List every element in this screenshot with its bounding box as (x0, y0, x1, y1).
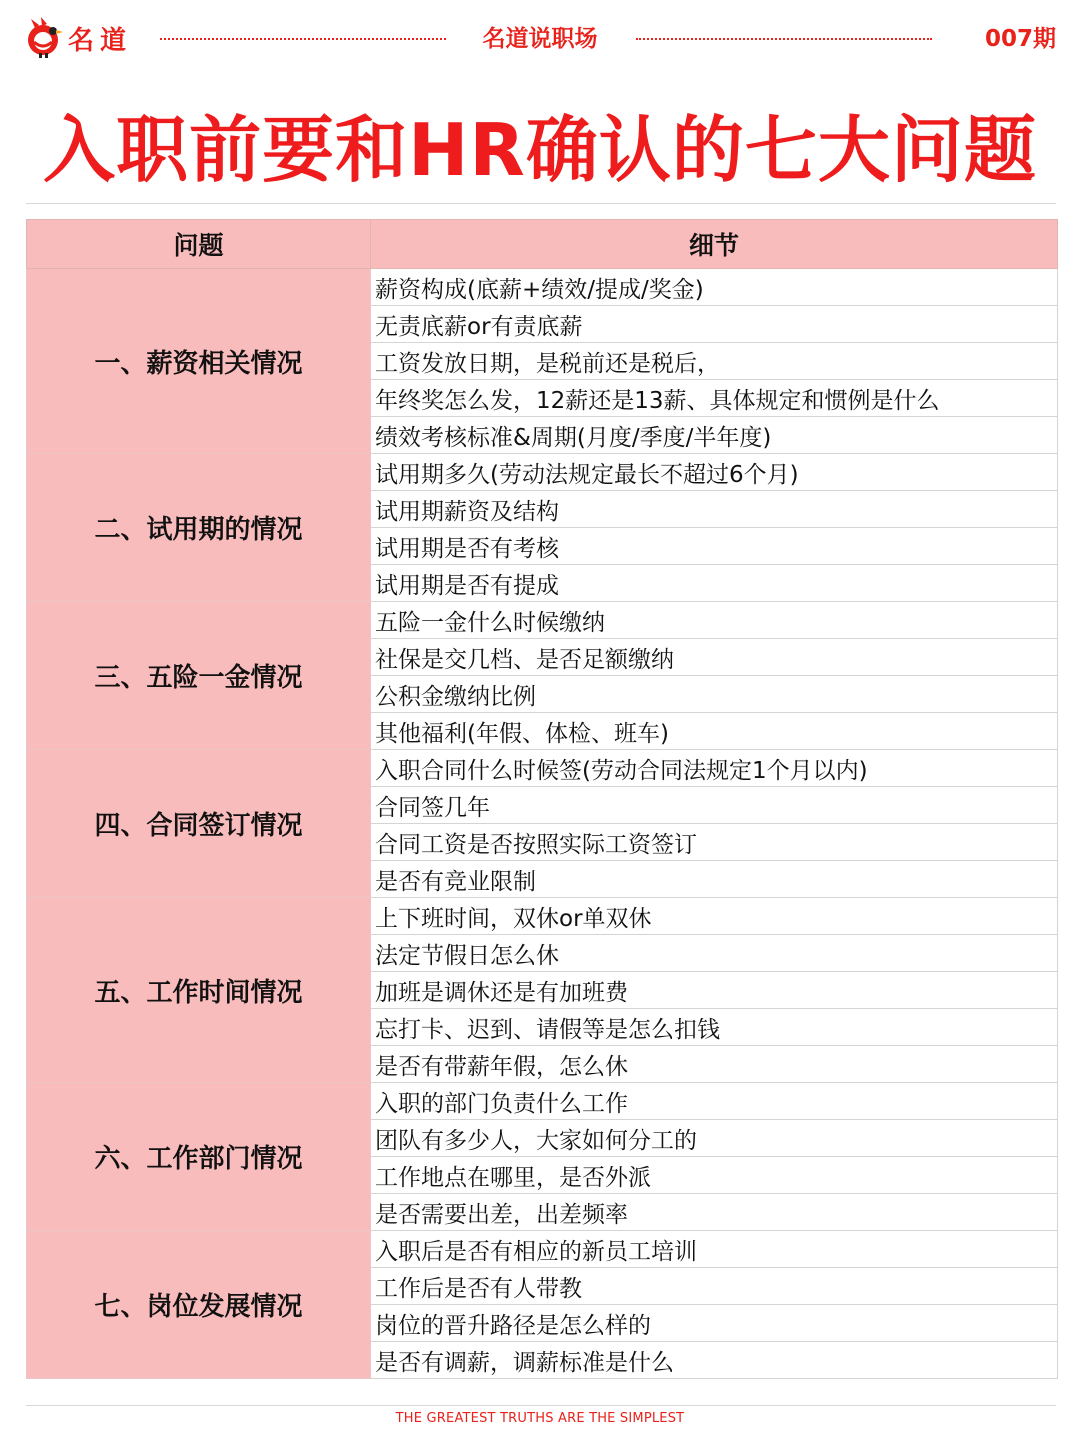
detail-cell: 试用期多久(劳动法规定最长不超过6个月) (371, 454, 1058, 491)
detail-cell: 是否有竞业限制 (371, 861, 1058, 898)
detail-cell: 试用期是否有提成 (371, 565, 1058, 602)
category-cell: 三、五险一金情况 (27, 602, 371, 750)
detail-cell: 试用期薪资及结构 (371, 491, 1058, 528)
detail-cell: 岗位的晋升路径是怎么样的 (371, 1305, 1058, 1342)
detail-cell: 入职后是否有相应的新员工培训 (371, 1231, 1058, 1268)
detail-cell: 是否有带薪年假，怎么休 (371, 1046, 1058, 1083)
detail-cell: 五险一金什么时候缴纳 (371, 602, 1058, 639)
series-name: 名道说职场 (482, 26, 598, 52)
column-header-question: 问题 (27, 220, 371, 269)
table-row (27, 454, 1058, 491)
detail-cell: 加班是调休还是有加班费 (371, 972, 1058, 1009)
detail-cell: 是否有调薪，调薪标准是什么 (371, 1342, 1058, 1379)
detail-cell: 其他福利(年假、体检、班车) (371, 713, 1058, 750)
detail-cell: 是否需要出差，出差频率 (371, 1194, 1058, 1231)
title-divider (26, 203, 1056, 204)
dotted-divider-right (636, 38, 932, 40)
detail-cell: 法定节假日怎么休 (371, 935, 1058, 972)
table-row (27, 898, 1058, 935)
questions-table (26, 219, 1058, 1379)
category-cell: 二、试用期的情况 (27, 454, 371, 602)
detail-cell: 薪资构成(底薪+绩效/提成/奖金) (371, 269, 1058, 306)
detail-cell: 忘打卡、迟到、请假等是怎么扣钱 (371, 1009, 1058, 1046)
detail-cell: 工资发放日期，是税前还是税后， (371, 343, 1058, 380)
issue-number: 007期 (984, 26, 1056, 52)
detail-cell: 社保是交几档、是否足额缴纳 (371, 639, 1058, 676)
detail-cell: 合同工资是否按照实际工资签订 (371, 824, 1058, 861)
detail-cell: 入职合同什么时候签(劳动合同法规定1个月以内) (371, 750, 1058, 787)
column-header-details: 细节 (371, 220, 1058, 269)
detail-cell: 年终奖怎么发，12薪还是13薪、具体规定和惯例是什么 (371, 380, 1058, 417)
table-row (27, 750, 1058, 787)
detail-cell: 上下班时间，双休or单双休 (371, 898, 1058, 935)
category-cell: 六、工作部门情况 (27, 1083, 371, 1231)
footer-slogan: THE GREATEST TRUTHS ARE THE SIMPLEST (395, 1411, 685, 1426)
category-cell: 七、岗位发展情况 (27, 1231, 371, 1379)
category-cell: 四、合同签订情况 (27, 750, 371, 898)
red-bird-logo-icon (22, 16, 64, 58)
brand-name: 名道 (68, 26, 133, 56)
detail-cell: 入职的部门负责什么工作 (371, 1083, 1058, 1120)
footer-divider (26, 1405, 1056, 1406)
detail-cell: 合同签几年 (371, 787, 1058, 824)
category-cell: 一、薪资相关情况 (27, 269, 371, 454)
category-cell: 五、工作时间情况 (27, 898, 371, 1083)
table-body (27, 269, 1058, 1379)
detail-cell: 公积金缴纳比例 (371, 676, 1058, 713)
header (0, 0, 1080, 78)
detail-cell: 工作地点在哪里，是否外派 (371, 1157, 1058, 1194)
table-row (27, 269, 1058, 306)
detail-cell: 无责底薪or有责底薪 (371, 306, 1058, 343)
dotted-divider-left (160, 38, 446, 40)
table-row (27, 1083, 1058, 1120)
table-row (27, 1231, 1058, 1268)
detail-cell: 工作后是否有人带教 (371, 1268, 1058, 1305)
table-row (27, 602, 1058, 639)
detail-cell: 绩效考核标准&周期(月度/季度/半年度) (371, 417, 1058, 454)
detail-cell: 试用期是否有考核 (371, 528, 1058, 565)
page-title: 入职前要和HR确认的七大问题 (43, 108, 1037, 192)
table-header-row (27, 220, 1058, 269)
detail-cell: 团队有多少人，大家如何分工的 (371, 1120, 1058, 1157)
